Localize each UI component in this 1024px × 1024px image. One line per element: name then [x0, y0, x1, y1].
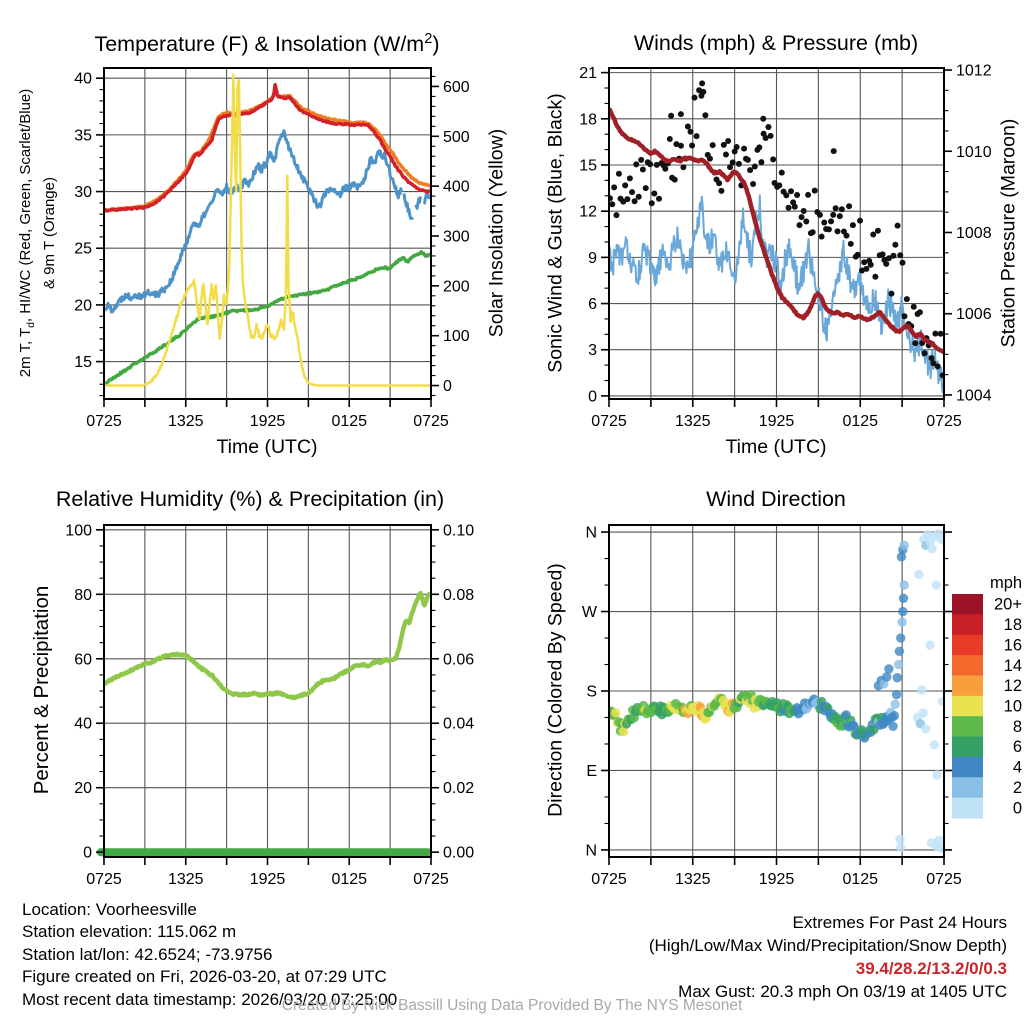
svg-text:40: 40	[74, 70, 92, 88]
svg-text:2: 2	[1012, 778, 1022, 797]
svg-text:400: 400	[443, 178, 470, 196]
svg-text:20: 20	[74, 297, 92, 315]
svg-text:80: 80	[74, 586, 92, 604]
svg-text:N: N	[585, 842, 597, 860]
svg-text:0.08: 0.08	[443, 586, 475, 604]
winds-yaxis-left-label: Sonic Wind & Gust (Blue, Black)	[544, 93, 567, 373]
humidity-yaxis-left-label: Percent & Precipitation	[30, 585, 53, 795]
svg-text:0725: 0725	[86, 413, 122, 430]
svg-text:0725: 0725	[86, 871, 122, 888]
svg-text:200: 200	[443, 278, 470, 296]
svg-text:12: 12	[1003, 677, 1022, 696]
svg-text:1008: 1008	[956, 224, 992, 242]
svg-text:1006: 1006	[956, 306, 992, 324]
svg-text:1012: 1012	[956, 62, 992, 80]
svg-text:W: W	[581, 604, 597, 622]
svg-text:E: E	[586, 762, 597, 780]
svg-text:1004: 1004	[956, 387, 992, 405]
extremes-values: 39.4/28.2/13.2/0/0.3	[855, 959, 1007, 978]
svg-text:0.02: 0.02	[443, 780, 475, 798]
svg-text:1325: 1325	[674, 413, 711, 430]
svg-text:15: 15	[579, 157, 597, 175]
svg-text:35: 35	[74, 127, 92, 145]
svg-text:18: 18	[579, 111, 597, 129]
winds-xaxis-title: Time (UTC)	[725, 436, 827, 458]
svg-text:0725: 0725	[926, 871, 962, 888]
svg-text:100: 100	[65, 522, 92, 540]
svg-text:0725: 0725	[413, 871, 449, 888]
temperature-panel-title: Temperature (F) & Insolation $(W/m^2)$	[94, 31, 440, 57]
svg-text:6: 6	[1012, 738, 1022, 757]
svg-text:600: 600	[443, 78, 470, 96]
svg-text:0: 0	[588, 388, 597, 406]
insolation-yaxis-right-label: Solar Insolation (Yellow)	[485, 128, 508, 338]
svg-text:0125: 0125	[842, 413, 879, 430]
svg-text:0.04: 0.04	[443, 715, 475, 733]
svg-text:15: 15	[74, 354, 92, 372]
svg-text:1325: 1325	[167, 871, 204, 888]
svg-text:0125: 0125	[331, 413, 368, 430]
svg-text:0: 0	[1012, 799, 1022, 818]
svg-text:500: 500	[443, 128, 470, 146]
svg-text:0725: 0725	[926, 413, 962, 430]
svg-text:8: 8	[1012, 717, 1022, 736]
svg-text:0725: 0725	[413, 413, 449, 430]
svg-text:0.00: 0.00	[443, 844, 475, 862]
svg-text:N: N	[585, 524, 597, 542]
station-location: Location: Voorheesville	[22, 900, 197, 919]
extremes-block	[649, 911, 1007, 1003]
svg-text:1925: 1925	[758, 413, 795, 430]
svg-text:1325: 1325	[167, 413, 204, 430]
svg-text:6: 6	[588, 296, 597, 314]
station-elevation: Station elevation: 115.062 m	[22, 922, 237, 942]
svg-text:1325: 1325	[674, 871, 711, 888]
svg-text:0: 0	[83, 844, 92, 862]
data-timestamp: Most recent data timestamp: 2026/03/20 07:25:00	[22, 989, 398, 1009]
wind-direction-yaxis-left-label: Direction (Colored By Speed)	[544, 563, 567, 817]
svg-text:40: 40	[74, 715, 92, 733]
station-latlon: Station lat/lon: 42.6524; -73.9756	[22, 944, 273, 964]
svg-text:25: 25	[74, 240, 92, 258]
svg-text:10: 10	[1003, 697, 1022, 716]
svg-text:1925: 1925	[758, 871, 795, 888]
svg-text:16: 16	[1003, 636, 1022, 655]
svg-text:30: 30	[74, 184, 92, 202]
svg-text:21: 21	[579, 65, 597, 83]
svg-text:mph: mph	[990, 574, 1023, 592]
pressure-yaxis-right-label: Station Pressure (Maroon)	[997, 118, 1020, 348]
svg-text:0125: 0125	[842, 871, 879, 888]
winds-panel-title: Winds (mph) & Pressure (mb)	[633, 31, 919, 55]
svg-text:S: S	[586, 683, 597, 701]
svg-text:12: 12	[579, 203, 597, 221]
figure-created: Figure created on Fri, 2026-03-20, at 07:29 UTC	[22, 967, 387, 987]
svg-text:1925: 1925	[249, 871, 286, 888]
svg-text:3: 3	[588, 342, 597, 360]
svg-text:20+: 20+	[994, 595, 1022, 614]
svg-text:0.06: 0.06	[443, 651, 475, 669]
svg-text:4: 4	[1012, 758, 1022, 777]
svg-text:0725: 0725	[591, 413, 627, 430]
temperature-yaxis-left-label: 2m T, $T_d$, HI/WC (Red, Green, Scarlet/Blue) & 9m T (Orange)	[17, 88, 58, 378]
extremes-title: Extremes For Past 24 Hours	[792, 913, 1007, 932]
svg-text:0: 0	[443, 378, 452, 396]
credit-line: Created By Nick Bassill Using Data Provided By The NYS Mesonet	[281, 997, 743, 1014]
wind-direction-panel-title: Wind Direction	[706, 487, 846, 511]
svg-text:0125: 0125	[331, 871, 368, 888]
svg-text:0725: 0725	[591, 871, 627, 888]
svg-text:1010: 1010	[956, 143, 992, 161]
max-gust: Max Gust: 20.3 mph On 03/19 at 1405 UTC	[678, 982, 1007, 1001]
svg-text:1925: 1925	[249, 413, 286, 430]
svg-text:300: 300	[443, 228, 470, 246]
svg-text:60: 60	[74, 651, 92, 669]
svg-text:100: 100	[443, 328, 470, 346]
extremes-subtitle: (High/Low/Max Wind/Precipitation/Snow Depth)	[648, 936, 1007, 955]
svg-text:20: 20	[74, 780, 92, 798]
svg-text:0.10: 0.10	[443, 522, 475, 540]
svg-text:14: 14	[1003, 656, 1022, 675]
svg-text:9: 9	[588, 249, 597, 267]
station-info-block	[22, 899, 397, 1011]
humidity-panel-title: Relative Humidity (%) & Precipitation (in)	[55, 487, 445, 511]
temperature-xaxis-title: Time (UTC)	[216, 436, 318, 458]
svg-text:18: 18	[1003, 616, 1022, 635]
